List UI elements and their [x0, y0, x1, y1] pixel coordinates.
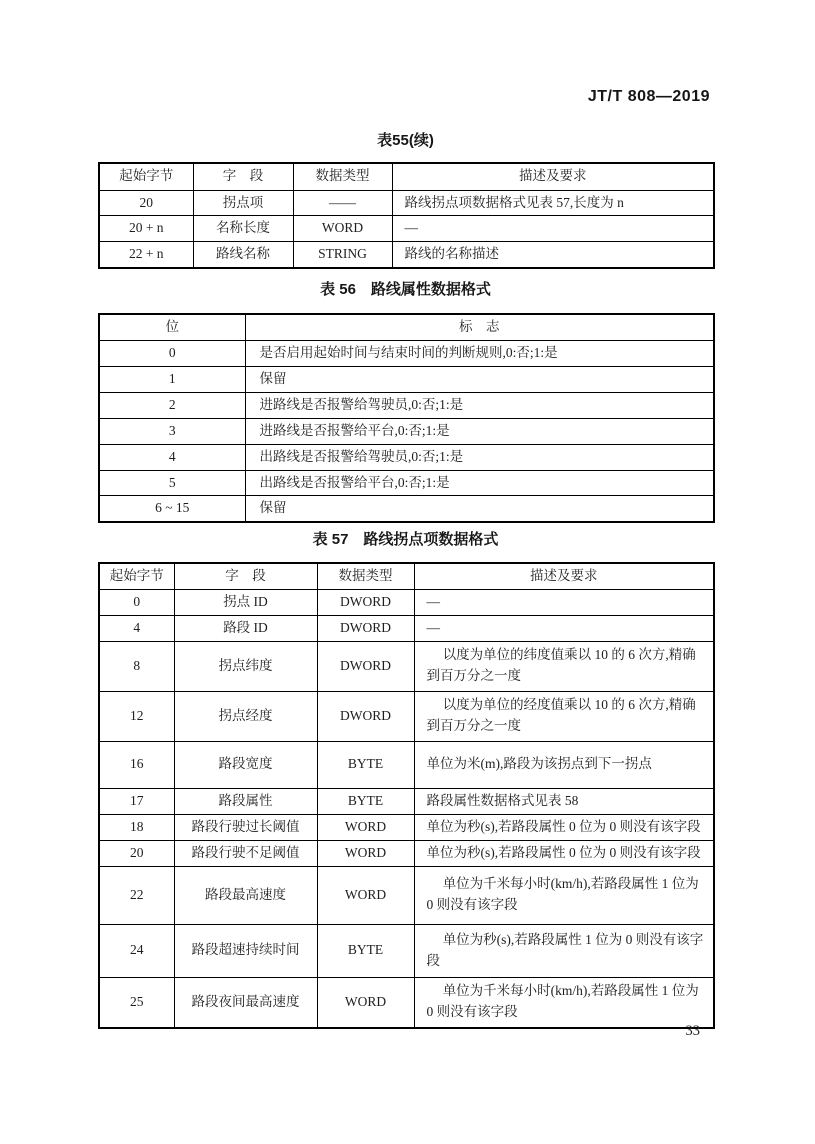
page-number: 33 [685, 1023, 700, 1039]
table-cell: WORD [317, 977, 414, 1028]
table-cell: 单位为秒(s),若路段属性 0 位为 0 则没有该字段 [414, 840, 714, 866]
table-cell: 20 [99, 840, 174, 866]
table-row [99, 496, 714, 522]
table-cell: 保留 [245, 496, 714, 522]
table-57-route-waypoint-items [98, 562, 715, 1029]
column-header: 字 段 [174, 563, 317, 589]
header-row [99, 163, 714, 190]
table-cell: 0 [99, 340, 245, 366]
table-cell: 保留 [245, 366, 714, 392]
table-row [99, 392, 714, 418]
table-row [99, 190, 714, 216]
table-cell: 路线名称 [193, 242, 293, 268]
table-cell: 拐点纬度 [174, 641, 317, 691]
table-cell: 路段最高速度 [174, 866, 317, 924]
column-header: 起始字节 [99, 163, 193, 190]
table-cell: 1 [99, 366, 245, 392]
table-row [99, 418, 714, 444]
table56-title: 表 56 路线属性数据格式 [320, 281, 491, 298]
table-cell: 拐点经度 [174, 691, 317, 741]
table-cell: 路段行驶过长阈值 [174, 814, 317, 840]
table55-title: 表55(续) [377, 132, 434, 149]
table-cell: 以度为单位的经度值乘以 10 的 6 次方,精确到百万分之一度 [414, 691, 714, 741]
table-cell: 进路线是否报警给驾驶员,0:否;1:是 [245, 392, 714, 418]
table-row [99, 470, 714, 496]
table-cell: — [414, 615, 714, 641]
column-header: 数据类型 [293, 163, 392, 190]
table-cell: 2 [99, 392, 245, 418]
table-cell: 路线拐点项数据格式见表 57,长度为 n [392, 190, 714, 216]
table-cell: 路段属性数据格式见表 58 [414, 788, 714, 814]
table-cell: 20 [99, 190, 193, 216]
table-56-body [99, 340, 714, 522]
table-cell: WORD [317, 866, 414, 924]
table-row [99, 840, 714, 866]
column-header: 起始字节 [99, 563, 174, 589]
table-row [99, 366, 714, 392]
table-cell: — [414, 589, 714, 615]
table-56-route-attributes [98, 313, 715, 523]
table-cell: — [392, 216, 714, 242]
table-cell: 单位为千米每小时(km/h),若路段属性 1 位为 0 则没有该字段 [414, 977, 714, 1028]
table-cell: 单位为千米每小时(km/h),若路段属性 1 位为 0 则没有该字段 [414, 866, 714, 924]
table-cell: 单位为秒(s),若路段属性 1 位为 0 则没有该字段 [414, 924, 714, 977]
table-cell: 3 [99, 418, 245, 444]
table-row [99, 340, 714, 366]
table-cell: 单位为秒(s),若路段属性 0 位为 0 则没有该字段 [414, 814, 714, 840]
table-cell: 22 + n [99, 242, 193, 268]
table-cell: 出路线是否报警给平台,0:否;1:是 [245, 470, 714, 496]
table-55-body [99, 190, 714, 268]
table-cell: STRING [293, 242, 392, 268]
table-cell: 6 ~ 15 [99, 496, 245, 522]
table-cell: DWORD [317, 641, 414, 691]
table-cell: 12 [99, 691, 174, 741]
table-row [99, 741, 714, 788]
table-cell: 4 [99, 444, 245, 470]
table-cell: 以度为单位的纬度值乘以 10 的 6 次方,精确到百万分之一度 [414, 641, 714, 691]
column-header: 标 志 [245, 314, 714, 340]
table-row [99, 589, 714, 615]
table-cell: 16 [99, 741, 174, 788]
table-cell: 8 [99, 641, 174, 691]
table-cell: 路线的名称描述 [392, 242, 714, 268]
table-cell: 进路线是否报警给平台,0:否;1:是 [245, 418, 714, 444]
table-cell: 22 [99, 866, 174, 924]
table-cell: 路段超速持续时间 [174, 924, 317, 977]
table-cell: WORD [293, 216, 392, 242]
table-cell: WORD [317, 814, 414, 840]
table-row [99, 444, 714, 470]
table-cell: 路段行驶不足阈值 [174, 840, 317, 866]
table-cell: BYTE [317, 788, 414, 814]
column-header: 字 段 [193, 163, 293, 190]
table-row [99, 866, 714, 924]
table-cell: 17 [99, 788, 174, 814]
table-row [99, 242, 714, 268]
table-57-body [99, 589, 714, 1028]
table-cell: 拐点 ID [174, 589, 317, 615]
table-row [99, 641, 714, 691]
table-cell: 5 [99, 470, 245, 496]
table-cell: WORD [317, 840, 414, 866]
column-header: 描述及要求 [392, 163, 714, 190]
table-cell: 路段宽度 [174, 741, 317, 788]
table-cell: 24 [99, 924, 174, 977]
table-cell: 20 + n [99, 216, 193, 242]
table-56-header [99, 314, 714, 340]
table-cell: 名称长度 [193, 216, 293, 242]
column-header: 数据类型 [317, 563, 414, 589]
table-cell: 18 [99, 814, 174, 840]
table-cell: 路段 ID [174, 615, 317, 641]
table-cell: DWORD [317, 691, 414, 741]
table-row [99, 924, 714, 977]
table-row [99, 615, 714, 641]
table-57-header [99, 563, 714, 589]
table-cell: 拐点项 [193, 190, 293, 216]
header-row [99, 314, 714, 340]
table-row [99, 216, 714, 242]
table-cell: 路段属性 [174, 788, 317, 814]
column-header: 位 [99, 314, 245, 340]
table-cell: 出路线是否报警给驾驶员,0:否;1:是 [245, 444, 714, 470]
table-row [99, 977, 714, 1028]
table-row [99, 691, 714, 741]
column-header: 描述及要求 [414, 563, 714, 589]
table-cell: BYTE [317, 924, 414, 977]
table-55-header [99, 163, 714, 190]
table-cell: 0 [99, 589, 174, 615]
doc-number: JT/T 808—2019 [587, 88, 710, 105]
header-row [99, 563, 714, 589]
table-55-route-continued [98, 162, 715, 269]
table-row [99, 788, 714, 814]
table-row [99, 814, 714, 840]
table-cell: DWORD [317, 615, 414, 641]
table-cell: 25 [99, 977, 174, 1028]
table57-title: 表 57 路线拐点项数据格式 [312, 531, 499, 548]
table-cell: 是否启用起始时间与结束时间的判断规则,0:否;1:是 [245, 340, 714, 366]
table-cell: 路段夜间最高速度 [174, 977, 317, 1028]
table-cell: 4 [99, 615, 174, 641]
table-cell: DWORD [317, 589, 414, 615]
table-cell: —— [293, 190, 392, 216]
table-cell: 单位为米(m),路段为该拐点到下一拐点 [414, 741, 714, 788]
table-cell: BYTE [317, 741, 414, 788]
